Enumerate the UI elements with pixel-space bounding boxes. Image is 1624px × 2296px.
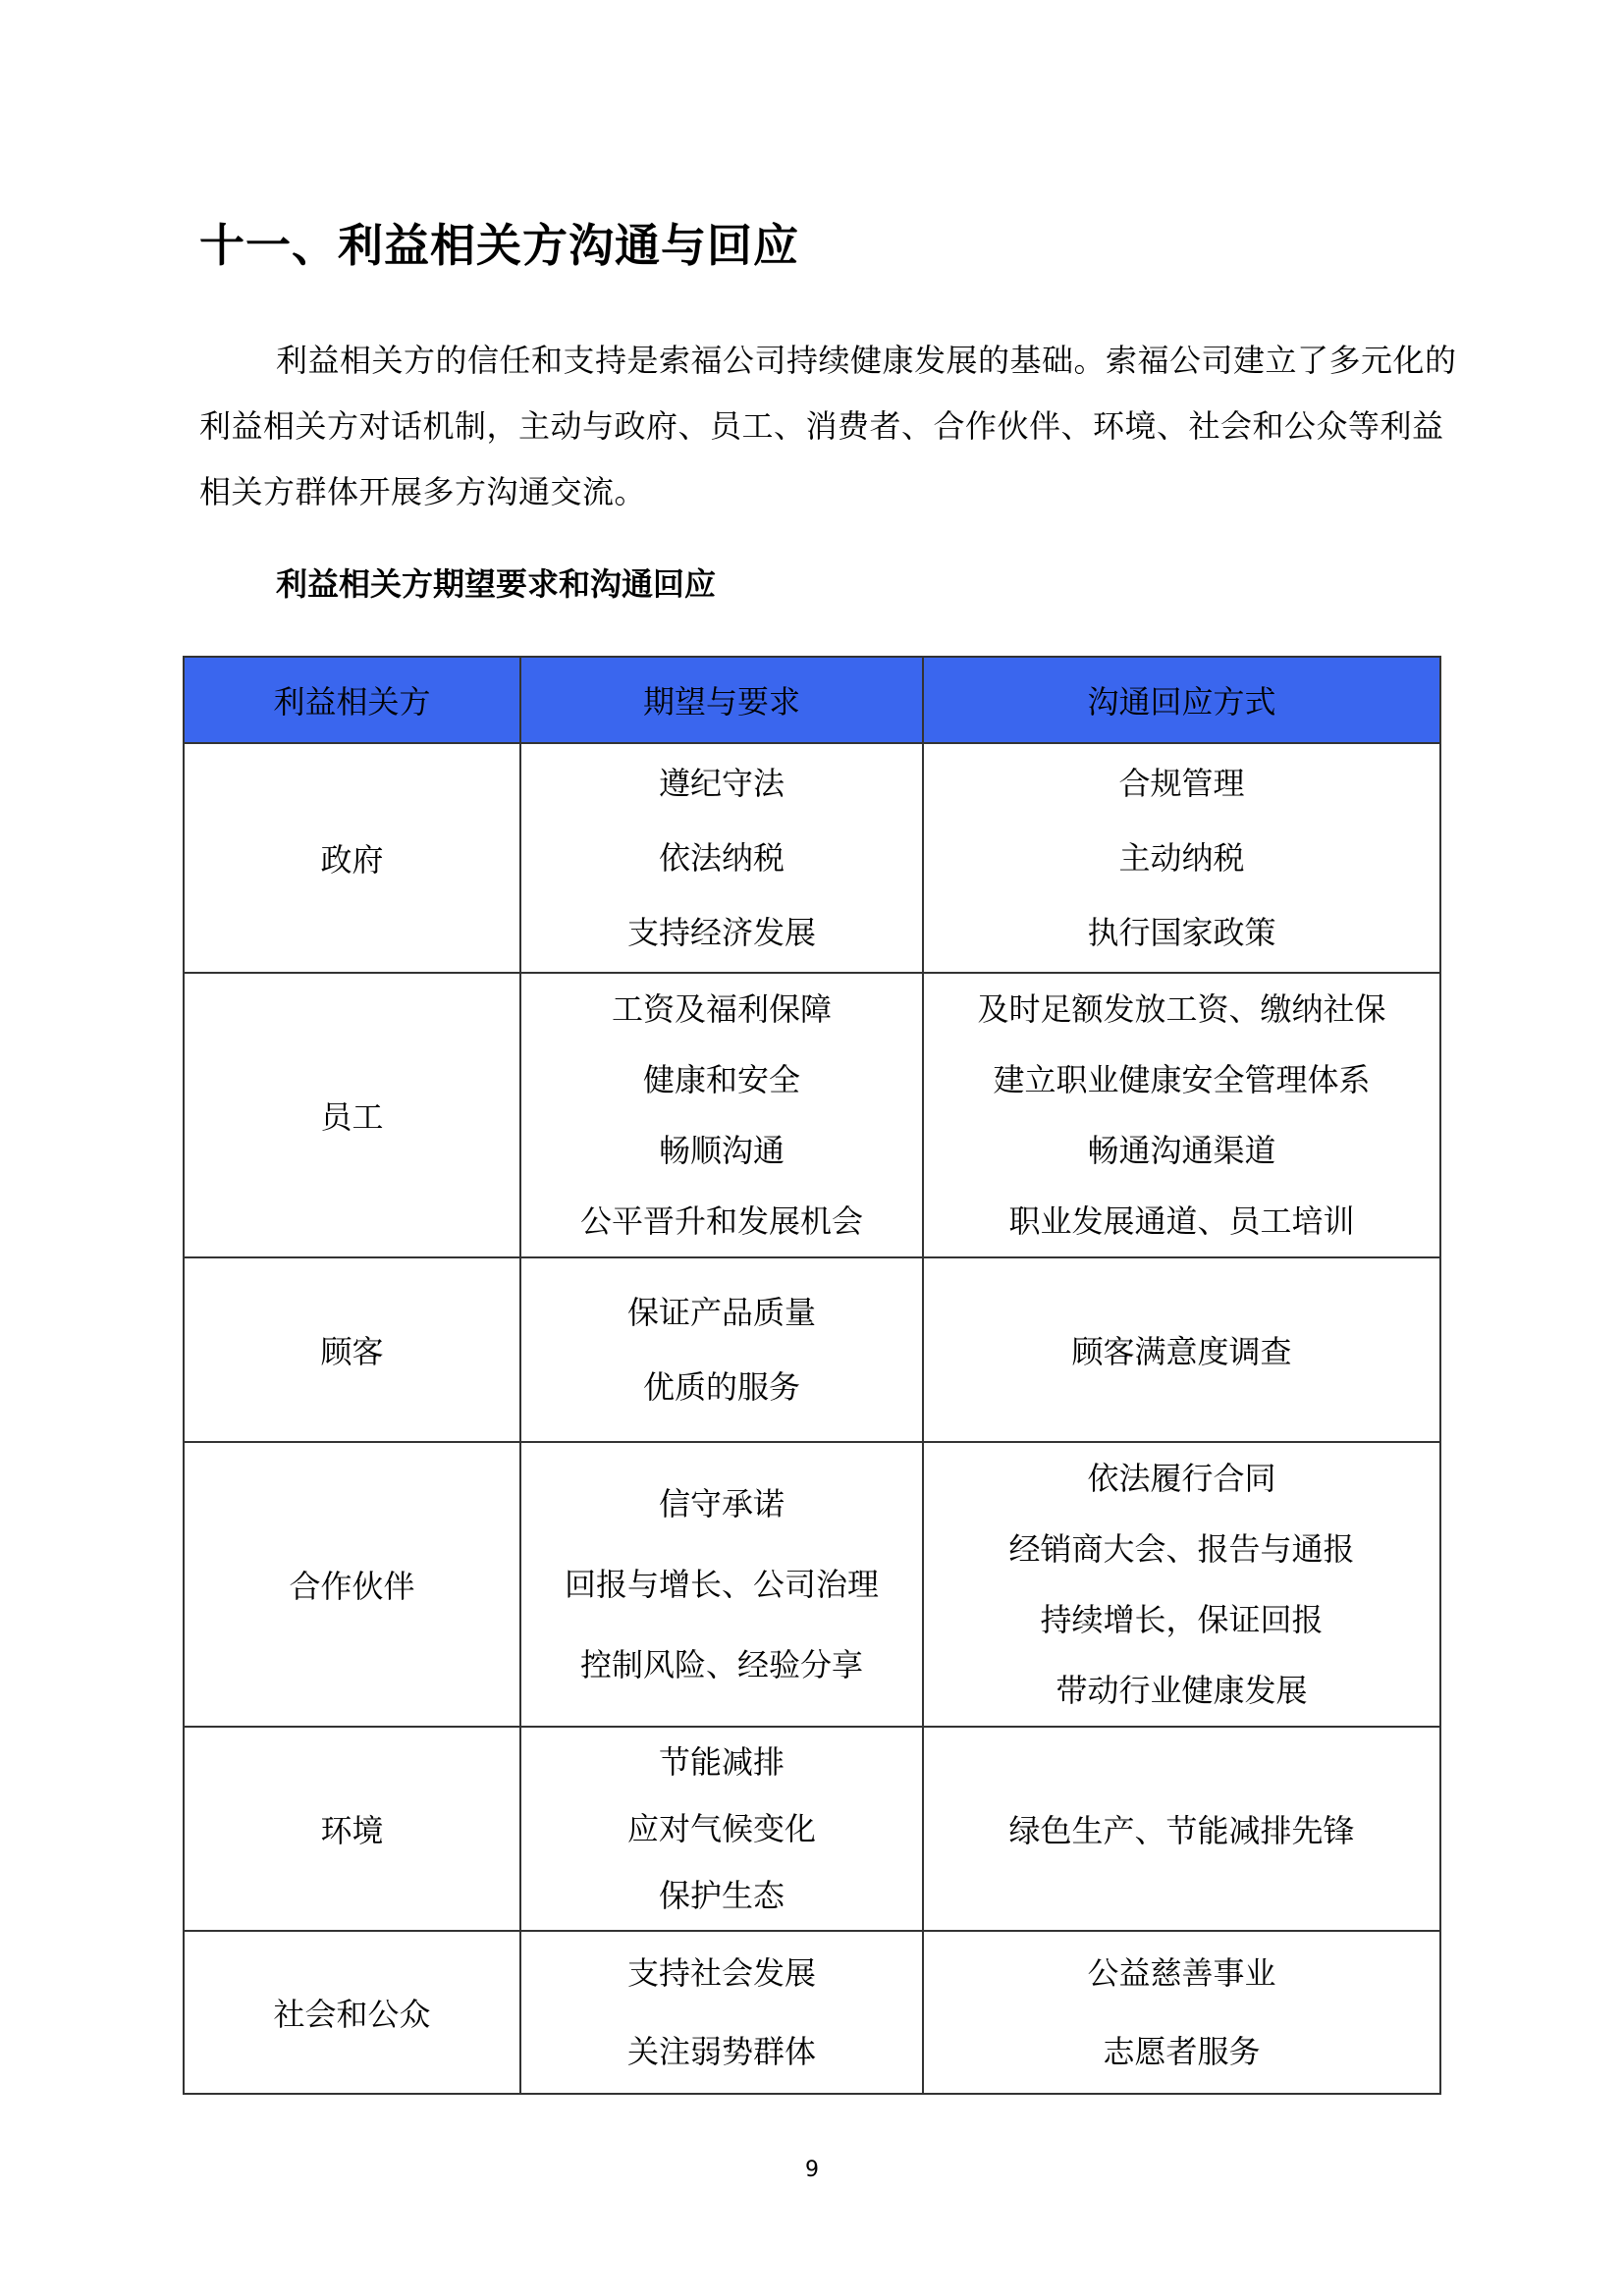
stakeholder-cell: [184, 973, 520, 1257]
table-row: [184, 1727, 1440, 1931]
expectations-cell: [520, 973, 923, 1257]
expectation-item: 信守承诺: [658, 1485, 785, 1522]
expectation-item: 节能减排: [658, 1743, 785, 1781]
stakeholder-name: 顾客: [320, 1333, 384, 1370]
header-stakeholder: 利益相关方: [184, 657, 520, 743]
stakeholder-cell: [184, 743, 520, 973]
expectation-item: 公平晋升和发展机会: [579, 1202, 863, 1240]
expectation-item: 工资及福利保障: [611, 990, 832, 1028]
stakeholder-name: 员工: [320, 1098, 384, 1136]
expectation-item: 支持经济发展: [626, 914, 816, 951]
response-item: 依法履行合同: [1087, 1460, 1276, 1497]
expectation-item: 依法纳税: [658, 839, 785, 877]
responses-cell: [923, 1931, 1440, 2094]
responses-cell: [923, 1727, 1440, 1931]
expectation-item: 关注弱势群体: [626, 2033, 816, 2070]
stakeholder-cell: [184, 1727, 520, 1931]
stakeholder-table: [183, 656, 1441, 2095]
response-item: 主动纳税: [1118, 839, 1245, 877]
stakeholder-cell: [184, 1442, 520, 1727]
responses-cell: [923, 973, 1440, 1257]
response-item: 职业发展通道、员工培训: [1008, 1202, 1355, 1240]
stakeholder-name: 环境: [320, 1812, 384, 1849]
expectation-item: 回报与增长、公司治理: [564, 1566, 879, 1603]
expectation-item: 控制风险、经验分享: [579, 1646, 863, 1683]
response-item: 经销商大会、报告与通报: [1008, 1530, 1355, 1568]
section-title: 十一、利益相关方沟通与回应: [199, 219, 799, 272]
stakeholder-cell: [184, 1257, 520, 1442]
response-item: 合规管理: [1118, 765, 1245, 802]
table-row: [184, 1442, 1440, 1727]
response-item: 带动行业健康发展: [1056, 1672, 1308, 1709]
expectation-item: 应对气候变化: [626, 1810, 816, 1847]
table-header-row: [184, 657, 1440, 743]
table-row: [184, 743, 1440, 973]
expectation-item: 健康和安全: [642, 1061, 800, 1098]
stakeholder-name: 社会和公众: [273, 1996, 431, 2033]
response-item: 持续增长，保证回报: [1040, 1601, 1324, 1638]
header-expectations: 期望与要求: [520, 657, 923, 743]
page-number: 9: [805, 2158, 819, 2182]
table-row: [184, 973, 1440, 1257]
response-item: 建立职业健康安全管理体系: [993, 1061, 1371, 1098]
response-item: 公益慈善事业: [1087, 1954, 1276, 1992]
intro-paragraph: 利益相关方的信任和支持是索福公司持续健康发展的基础。索福公司建立了多元化的利益相关方对话机制，主动与政府、员工、消费者、合作伙伴、环境、社会和公众等利益相关方群体开展多方沟通交流。: [199, 342, 1457, 510]
response-item: 执行国家政策: [1087, 914, 1276, 951]
responses-cell: [923, 743, 1440, 973]
expectations-cell: [520, 743, 923, 973]
response-item: 及时足额发放工资、缴纳社保: [977, 990, 1386, 1028]
response-item: 绿色生产、节能减排先锋: [1008, 1812, 1355, 1849]
stakeholder-cell: [184, 1931, 520, 2094]
table-caption: 利益相关方期望要求和沟通回应: [276, 565, 717, 603]
expectation-item: 保证产品质量: [626, 1294, 816, 1331]
expectation-item: 优质的服务: [642, 1368, 800, 1406]
expectation-item: 畅顺沟通: [658, 1132, 785, 1169]
responses-cell: [923, 1442, 1440, 1727]
expectations-cell: [520, 1727, 923, 1931]
stakeholder-name: 政府: [320, 841, 384, 879]
responses-cell: [923, 1257, 1440, 1442]
response-item: 畅通沟通渠道: [1087, 1132, 1276, 1169]
expectations-cell: [520, 1257, 923, 1442]
response-item: 顾客满意度调查: [1071, 1333, 1292, 1370]
expectation-item: 支持社会发展: [626, 1954, 816, 1992]
header-responses: 沟通回应方式: [923, 657, 1440, 743]
table-row: [184, 1257, 1440, 1442]
expectation-item: 保护生态: [658, 1877, 785, 1914]
table-row: [184, 1931, 1440, 2094]
expectations-cell: [520, 1442, 923, 1727]
expectations-cell: [520, 1931, 923, 2094]
expectation-item: 遵纪守法: [658, 765, 785, 802]
response-item: 志愿者服务: [1103, 2033, 1261, 2070]
stakeholder-name: 合作伙伴: [289, 1568, 415, 1605]
